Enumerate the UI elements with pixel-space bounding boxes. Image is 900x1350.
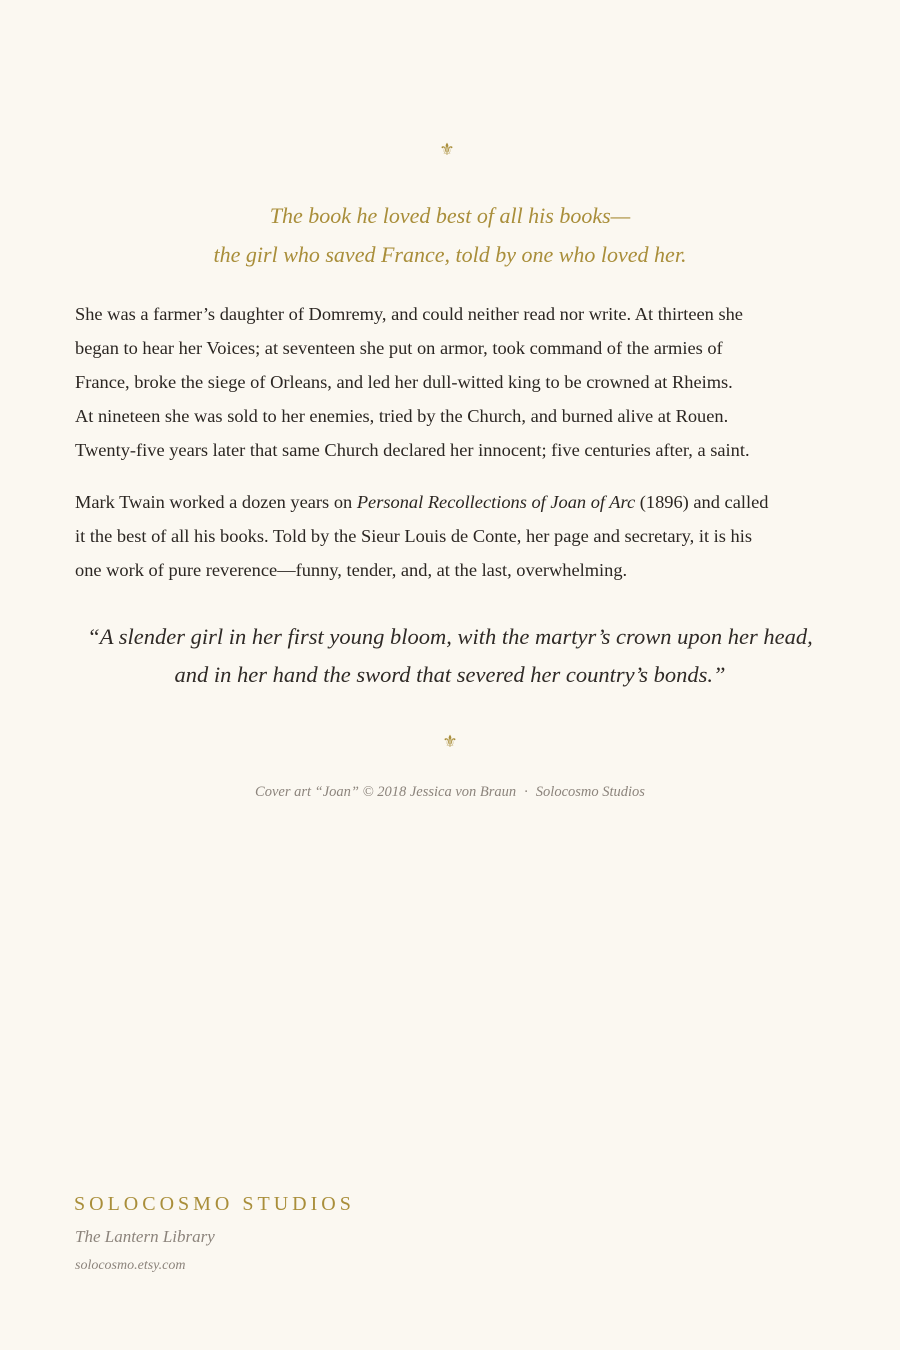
paragraph-line: it the best of all his books. Told by the Sieur Louis de Conte, her page and secretary, it is his — [75, 526, 752, 546]
publisher-url[interactable]: solocosmo.etsy.com — [75, 1258, 186, 1273]
description-paragraph-1 — [75, 297, 835, 467]
cover-art-credit — [0, 780, 900, 804]
fleur-de-lis-icon: ⚜ — [442, 732, 458, 752]
paragraph-text: Mark Twain worked a dozen years on — [75, 492, 357, 512]
paragraph-line: Twenty-five years later that same Church declared her innocent; five centuries after, a saint. — [75, 440, 750, 460]
tagline-line-2: the girl who saved France, told by one who loved her. — [213, 242, 687, 267]
cover-art-studio: Solocosmo Studios — [535, 784, 645, 800]
description-paragraph-2 — [75, 485, 835, 587]
credit-separator: · — [524, 784, 528, 800]
pull-quote-line-1: “A slender girl in her first young bloom, with the martyr’s crown upon her head, — [87, 624, 813, 649]
paragraph-line: France, broke the siege of Orleans, and led her dull-witted king to be crowned at Rheims. — [75, 372, 733, 392]
pull-quote-line-2: and in her hand the sword that severed her country’s bonds.” — [174, 662, 726, 687]
book-title: Personal Recollections of Joan of Arc — [356, 492, 636, 512]
tagline-line-1: The book he loved best of all his books— — [269, 203, 631, 228]
publisher-name: SOLOCOSMO STUDIOS — [74, 1193, 355, 1215]
cover-art-credit-text: Cover art “Joan” © 2018 Jessica von Braun — [255, 784, 517, 800]
paragraph-line: She was a farmer’s daughter of Domremy, and could neither read nor write. At thirteen she — [75, 304, 743, 324]
paragraph-text: (1896) and called — [635, 492, 769, 512]
paragraph-line: At nineteen she was sold to her enemies, tried by the Church, and burned alive at Rouen. — [75, 406, 729, 426]
paragraph-line — [75, 485, 835, 519]
paragraph-line: one work of pure reverence—funny, tender, and, at the last, overwhelming. — [75, 560, 628, 580]
paragraph-line: began to hear her Voices; at seventeen she put on armor, took command of the armies of — [75, 338, 723, 358]
fleur-de-lis-icon: ⚜ — [439, 140, 455, 160]
series-name: The Lantern Library — [75, 1227, 215, 1246]
